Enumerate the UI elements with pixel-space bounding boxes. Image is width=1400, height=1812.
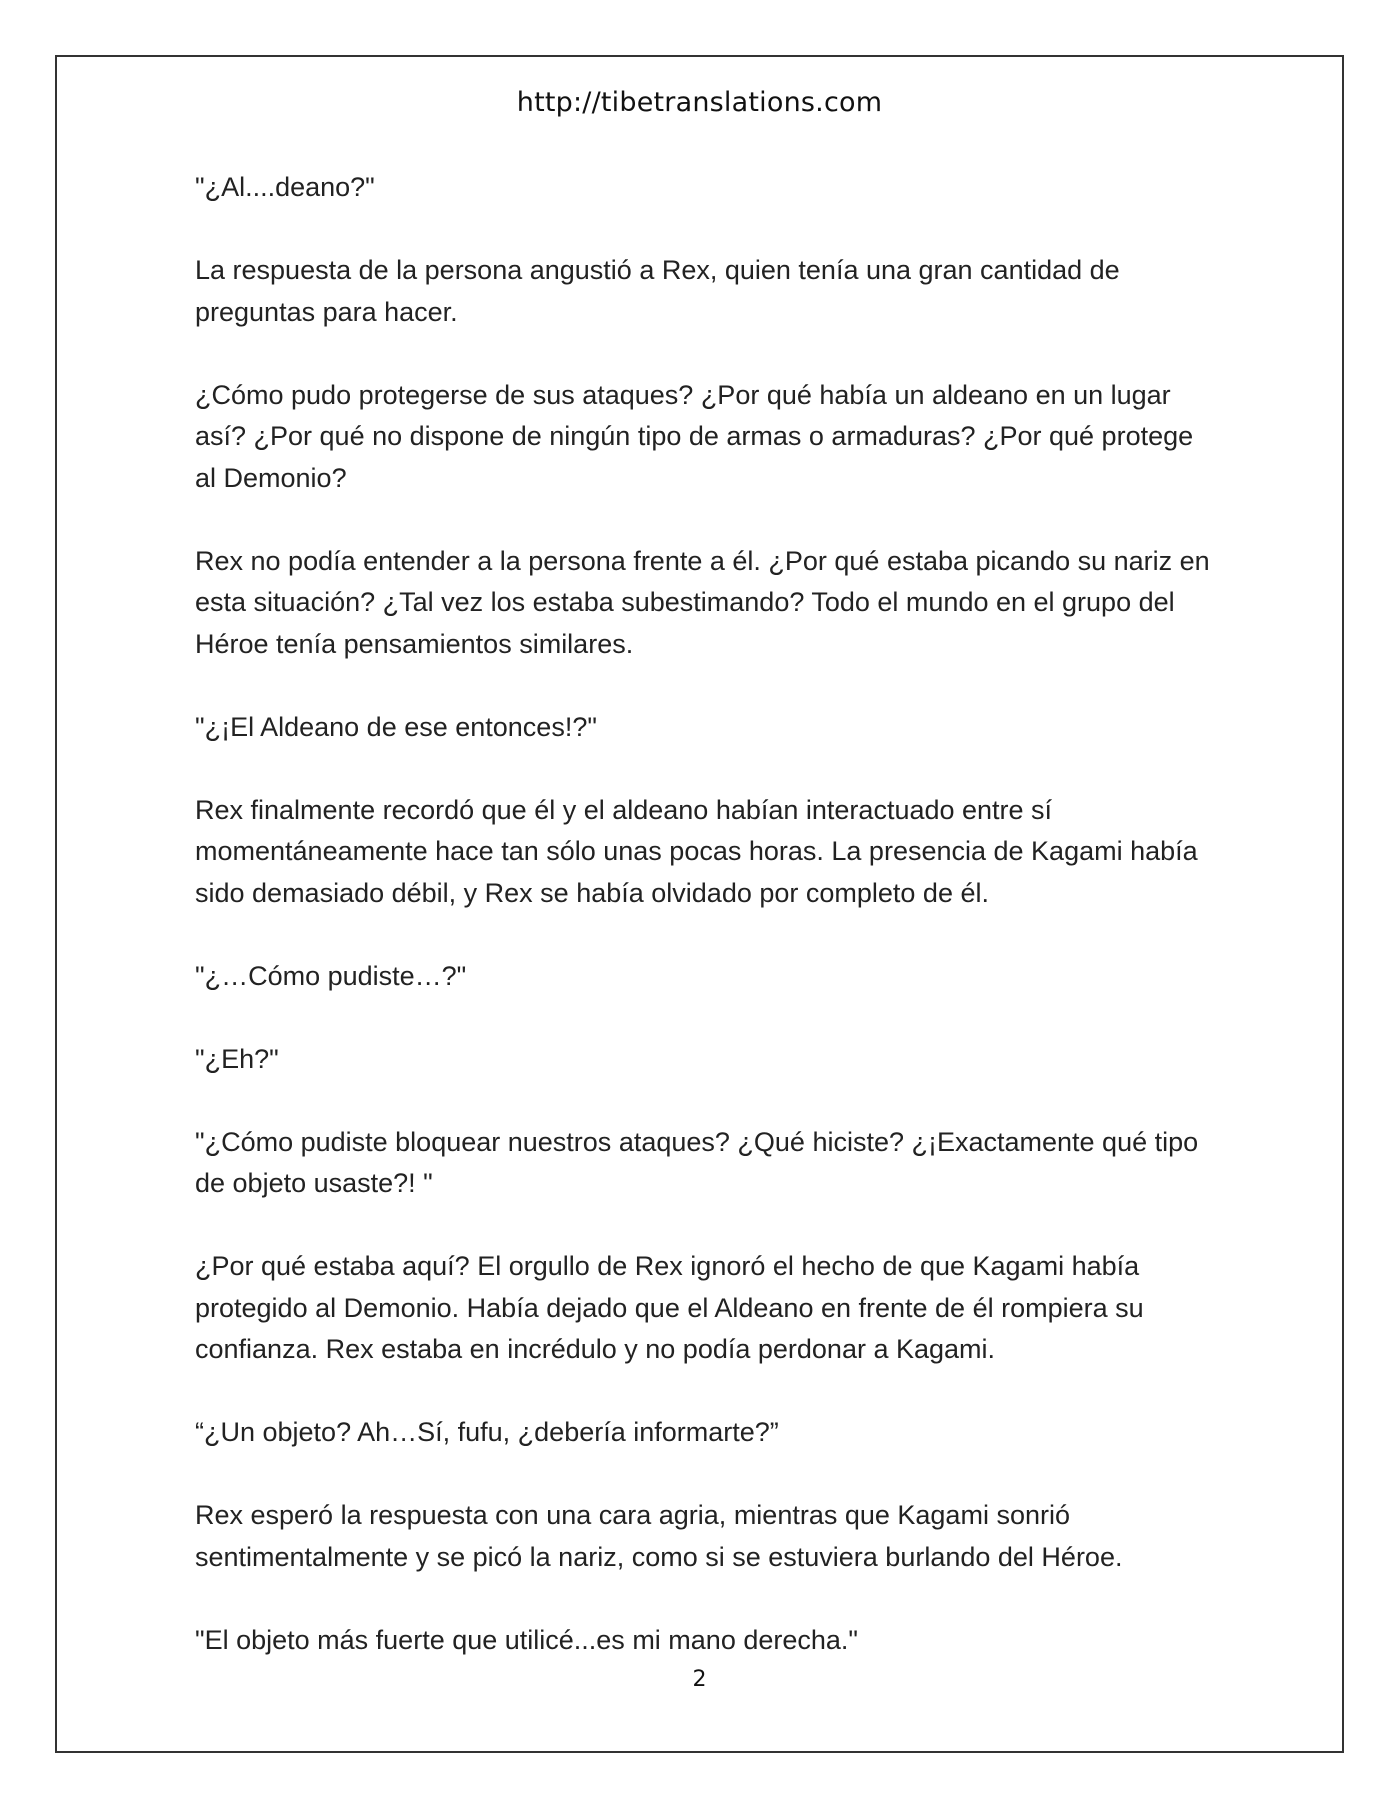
paragraph: "¿Cómo pudiste bloquear nuestros ataques? ¿Qué hiciste? ¿¡Exactamente qué tipo de objeto usaste?! " [195,1126,1199,1198]
paragraph: ¿Cómo pudo protegerse de sus ataques? ¿Por qué había un aldeano en un lugar así? ¿Por qué no dispone de ningún tipo de armas o armaduras? ¿Por qué protege al Demonio? [195,379,1194,493]
paragraph: "¿…Cómo pudiste…?" [195,960,467,991]
paragraph: "El objeto más fuerte que utilicé...es mi mano derecha." [195,1624,859,1655]
paragraph: Rex finalmente recordó que él y el aldeano habían interactuado entre sí momentáneamente hace tan sólo unas pocas horas. La presencia de Kagami había sido demasiado débil, y Rex se había olvidado por completo de él. [195,794,1198,908]
document-body [195,167,1215,1661]
paragraph: ¿Por qué estaba aquí? El orgullo de Rex ignoró el hecho de que Kagami había protegido al Demonio. Había dejado que el Aldeano en frente de él rompiera su confianza. Rex estaba en incrédulo y no podía perdonar a Kagami. [195,1251,1144,1364]
paragraph: “¿Un objeto? Ah…Sí, fufu, ¿debería informarte?” [195,1417,779,1447]
page-frame [55,55,1344,1753]
page-number: 2 [692,1667,707,1692]
paragraph: Rex no podía entender a la persona frente a él. ¿Por qué estaba picando su nariz en esta situación? ¿Tal vez los estaba subestimando? Todo el mundo en el grupo del Héroe tenía pensamientos similares. [195,545,1210,659]
paragraph: La respuesta de la persona angustió a Rex, quien tenía una gran cantidad de preguntas para hacer. [195,255,1120,327]
paragraph: Rex esperó la respuesta con una cara agria, mientras que Kagami sonrió sentimentalmente y se picó la nariz, como si se estuviera burlando del Héroe. [195,1500,1123,1572]
paragraph: "¿Eh?" [195,1043,279,1074]
paragraph: "¿¡El Aldeano de ese entonces!?" [195,711,597,742]
site-url-header: http://tibetranslations.com [516,87,883,118]
paragraph: "¿Al....deano?" [195,172,375,202]
